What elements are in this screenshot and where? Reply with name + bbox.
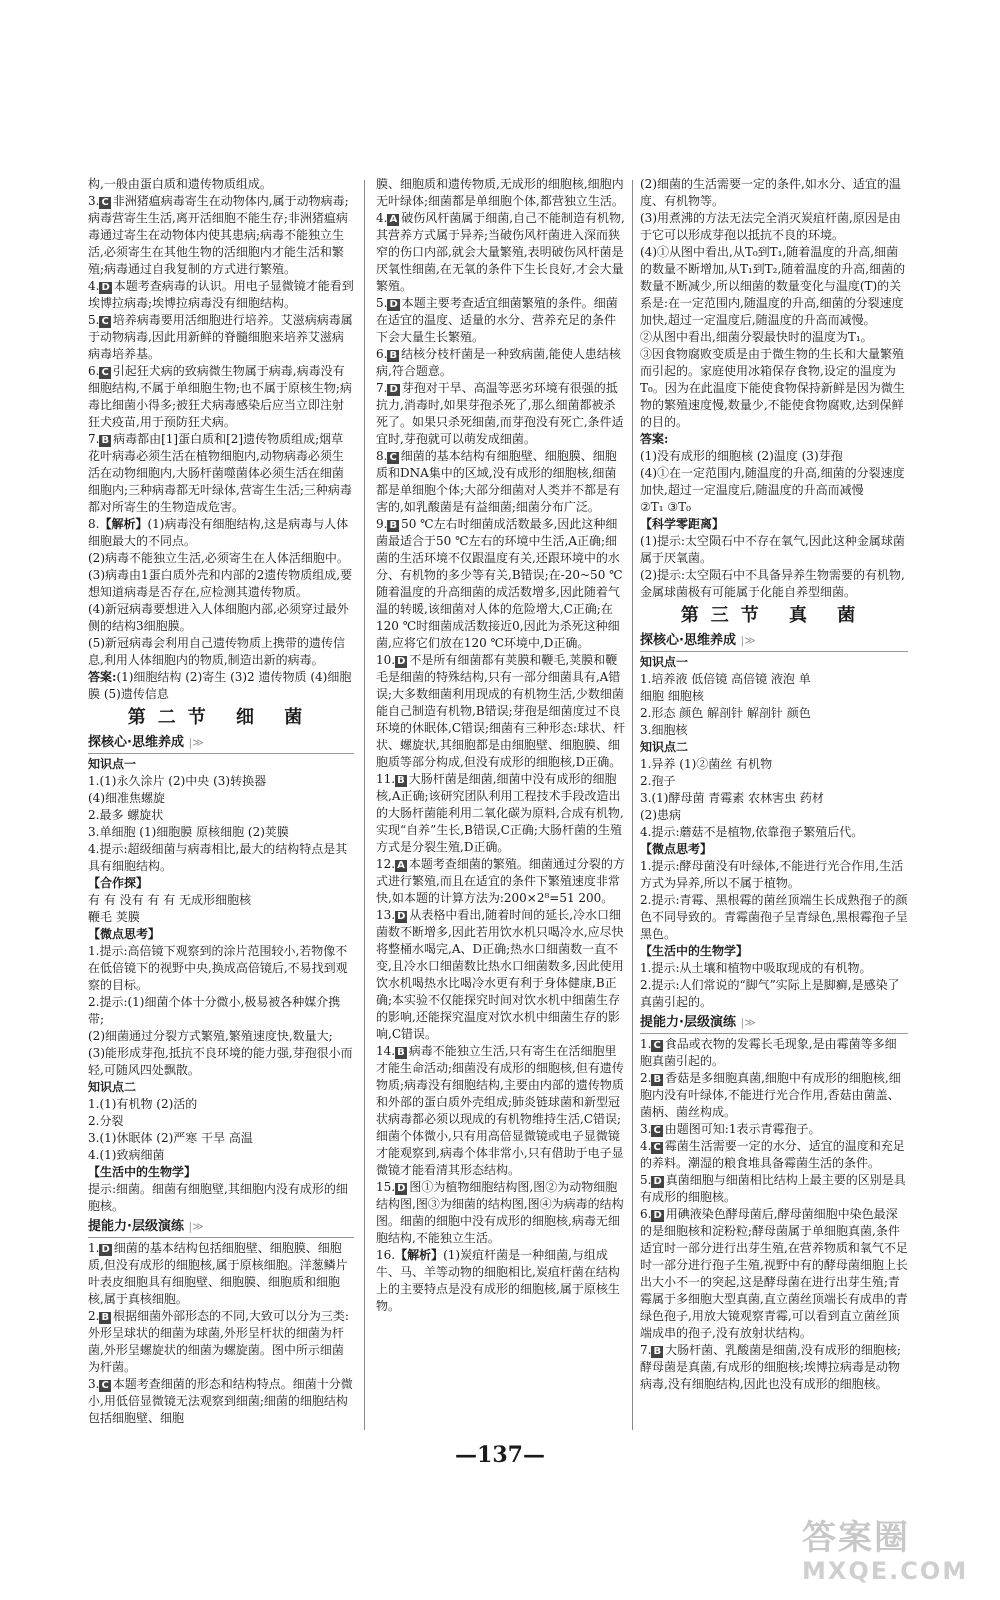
answer-item (376, 771, 626, 856)
answer-item (640, 1036, 908, 1070)
text-line: 3.(1)酵母菌 青霉素 农林害虫 药材 (640, 791, 824, 805)
text-line: 细胞 细胞核 (640, 689, 704, 703)
item-number: 5. (88, 313, 100, 327)
text-line: (2)细菌的生活需要一定的条件,如水分、适宜的温度、有机物等。 (640, 177, 901, 208)
text-line: ③因食物腐败变质是由于微生物的生长和大量繁殖而引起的。家庭使用冰箱保存食物,设定的温度为T₀。因为在此温度下能使食物保持新鲜是因为微生物的繁殖速度慢,数量少,不能使食物腐败,达到保鲜的目的。 (640, 347, 905, 429)
text-line: (3)病毒由1蛋白质外壳和内部的2遗传物质组成,要想知道病毒是否存在,应检测其遗传物质。 (88, 568, 353, 599)
item-number: 6. (640, 1207, 652, 1221)
text-line: 2.最多 螺旋状 (88, 808, 164, 822)
item-number: 4. (88, 279, 100, 293)
item-number: 11. (376, 772, 396, 786)
answer-explanation: 培养病毒要用活细胞进行培养。艾滋病病毒属于动物病毒,因此用新鲜的脊髓细胞来培养艾滋病病毒培养基。 (88, 313, 353, 361)
text-line: (1)炭疽杆菌是一种细菌,与组成牛、马、羊等动物的细胞相比,炭疽杆菌在结构上的主要特点是没有成形的细胞核,属于原核生物。 (376, 1248, 620, 1313)
answer-item (88, 1240, 354, 1308)
text-block (640, 858, 908, 943)
answer-item (376, 1179, 626, 1247)
answer-explanation: 病毒不能独立生活,只有寄生在活细胞里才能生命活动;细菌没有成形的细胞核,但有遗传物质;病毒没有细胞结构,主要由内部的遗传物质和外部的蛋白质外壳组成;肺炎链球菌和新型冠状病毒都必须以现成的有机物维持生活,C错误;细菌个体微小,只有用高倍显微镜或电子显微镜才能观察到,病毒个体非常小,只有借助于电子显微镜才能看清其形态结构。 (376, 1044, 624, 1177)
text-line: 2.孢子 (640, 774, 676, 788)
answer-item (376, 346, 626, 380)
answer-item (88, 312, 354, 363)
answer-explanation: 香菇是多细胞真菌,细胞中有成形的细胞核,细胞内没有叶绿体,不能进行光合作用,香菇由菌盖、菌柄、菌丝构成。 (640, 1071, 901, 1119)
answer-item (88, 363, 354, 431)
text-line: 4.提示:超级细菌与病毒相比,最大的结构特点是其具有细胞结构。 (88, 842, 348, 873)
text-line: 1.提示:酵母菌没有叶绿体,不能进行光合作用,生活方式为异养,所以不属于植物。 (640, 859, 904, 890)
answer-item (640, 1342, 908, 1393)
subheading: 知识点一 (88, 757, 137, 771)
item-number: 7. (376, 381, 388, 395)
answer-item (376, 1043, 626, 1179)
answer-item (376, 907, 626, 1043)
answer-badge: B (101, 1312, 110, 1323)
answer-item (376, 856, 626, 907)
answer-explanation: 由题图可知:1表示青霉孢子。 (664, 1122, 821, 1136)
answer-badge: B (653, 1346, 662, 1357)
answer-badge: C (653, 1040, 661, 1051)
answer-item (376, 295, 626, 346)
section-banner (88, 733, 354, 754)
text-block (640, 756, 908, 841)
item-number: 2. (640, 1071, 652, 1085)
answer-item (640, 1070, 908, 1121)
answer-item (88, 278, 354, 312)
answer-item-16 (376, 1247, 626, 1315)
text-line: (1)提示:太空陨石中不存在氧气,因此这种金属球菌属于厌氧菌。 (640, 534, 905, 565)
analysis-tag: 【解析】 (99, 517, 148, 531)
text-block (640, 533, 908, 601)
answer-badge: C (101, 316, 109, 327)
answer-explanation: 芽孢对干旱、高温等恶劣环境有很强的抵抗力,消毒时,如果芽孢杀死了,那么细菌都被杀死了。如果只杀死细菌,而芽孢没有死亡,条件适宜时,芽孢就可以萌发成细菌。 (376, 381, 624, 446)
answer-list (88, 193, 354, 516)
text-line: (4)①在一定范围内,随温度的升高,细菌的分裂速度加快,超过一定温度后,随温度的升高而减慢 (640, 466, 905, 497)
text-line: 膜、细胞质和遗传物质,无成形的细胞核,细胞内无叶绿体;细菌都是单细胞个体,都营独立生活。 (376, 177, 624, 208)
text-line: 2.形态 颜色 解剖针 解剖针 颜色 (640, 706, 811, 720)
answer-explanation: 引起狂犬病的致病微生物属于病毒,病毒没有细胞结构,不属于单细胞生物;也不属于原核生物;病毒比细菌小得多;被狂犬病毒感染后应当立即注射狂犬疫苗,用于预防狂犬病。 (88, 364, 352, 429)
text-line: (1)病毒没有细胞结构,这是病毒与人体细胞最大的不同点。 (88, 517, 349, 548)
column-middle (376, 176, 626, 1315)
item-number: 14. (376, 1044, 396, 1058)
item-number: 7. (88, 432, 100, 446)
text-line: 1.(1)有机物 (2)活的 (88, 1097, 198, 1111)
answer-item (376, 380, 626, 448)
watermark-logo (802, 1518, 972, 1588)
item-number: 15. (376, 1180, 396, 1194)
text-line: (4)新冠病毒要想进入人体细胞内部,必须穿过最外侧的结构3细胞膜。 (88, 602, 349, 633)
text-line: 1.培养液 低倍镜 高倍镜 液泡 单 (640, 672, 811, 686)
item-number: 10. (376, 653, 396, 667)
text-line: 1.提示:从土壤和植物中吸取现成的有机物。 (640, 961, 872, 975)
answer-badge: C (101, 1380, 109, 1391)
text-block (640, 671, 908, 739)
item-number: 16. (376, 1248, 396, 1262)
answer-item (88, 431, 354, 516)
banner-label: 探核心·思维养成 (88, 735, 184, 750)
answer-badge: D (389, 299, 398, 310)
answer-badge: A (397, 860, 405, 871)
item-number: 2. (88, 1309, 100, 1323)
answer-badge: B (653, 1074, 662, 1085)
answer-explanation: 细菌的基本结构包括细胞壁、细胞膜、细胞质,但没有成形的细胞核,属于原核细胞。洋葱鳞片叶表皮细胞具有细胞壁、细胞膜、细胞质和细胞核,属于真核细胞。 (88, 1241, 348, 1306)
text-line: (4)①从图中看出,从T₀到T₁,随着温度的升高,细菌的数量不断增加,从T₁到T₂,随着温度的升高,细菌的数量不断减少,所以细菌的数量变化与温度(T)的关系是:在一定范围内,随温度的升高,细菌的分裂速度加快,超过一定温度后,随温度的升高而减慢。 (640, 245, 906, 327)
answer-explanation: 本题考查细菌的形态和结构特点。细菌十分微小,用低倍显微镜无法观察到细菌;细菌的细胞结构包括细胞壁、细胞 (88, 1377, 353, 1425)
text-line: 2.提示:(1)细菌个体十分微小,极易被各种媒介携带; (88, 995, 341, 1026)
analysis-tag: 【解析】 (395, 1248, 444, 1262)
banner-label: 探核心·思维养成 (640, 633, 736, 648)
answer-label: 答案: (640, 432, 669, 446)
text-line: (1)没有成形的细胞核 (2)温度 (3)芽孢 (640, 449, 843, 463)
answer-list (88, 1240, 354, 1427)
double-chevron-icon: |≫ (188, 1220, 204, 1233)
answer-badge: D (397, 1183, 406, 1194)
answer-explanation: 食品或衣物的发霉长毛现象,是由霉菌等多细胞真菌引起的。 (640, 1037, 897, 1068)
answer-explanation: 结核分枝杆菌是一种致病菌,能使人患结核病,符合题意。 (376, 347, 621, 378)
subheading: 【微点思考】 (640, 842, 713, 856)
answer-line (640, 431, 908, 448)
column-divider-right (632, 180, 633, 1430)
double-chevron-icon: |≫ (188, 736, 204, 749)
answer-explanation: 用碘液染色酵母菌后,酵母菌细胞中染色最深的是细胞核和淀粉粒;酵母菌属于单细胞真菌,条件适宜时一部分进行出芽生殖,在营养物质和氧气不足时一部分进行孢子生殖,视野中有的酵母菌细胞上长出大小不一的突起,这是酵母菌在进行出芽生殖;青霉属于多细胞大型真菌,直立菌丝顶端长有成串的青绿色孢子,用放大镜观察青霉,可以看到直立菌丝顶端成串的孢子,没有放射状结构。 (640, 1207, 908, 1340)
answer-item (640, 1121, 908, 1138)
item-number: 12. (376, 857, 396, 871)
text-line: (2)患病 (640, 808, 681, 822)
item-number: 4. (640, 1139, 652, 1153)
text-line: 提示:细菌。细菌有细胞壁,其细胞内没有成形的细胞核。 (88, 1182, 348, 1213)
text-line: 1.提示:高倍镜下观察到的涂片范围较小,若物像不在低倍镜下的视野中央,换成高倍镜后,不易找到观察的目标。 (88, 944, 348, 992)
answer-item (376, 516, 626, 652)
item-number: 8. (376, 449, 388, 463)
answer-label: 答案: (88, 670, 117, 684)
double-chevron-icon: |≫ (740, 1016, 756, 1029)
answer-badge: B (389, 520, 398, 531)
section-banner (88, 1217, 354, 1238)
answer-item-8 (88, 516, 354, 550)
text-block (640, 176, 908, 431)
text-line: 1.(1)永久涂片 (2)中央 (3)转换器 (88, 774, 267, 788)
text-line: 有 有 没有 有 有 无成形细胞核 (88, 893, 252, 907)
answer-badge: C (653, 1142, 661, 1153)
text-line: (4)细准焦螺旋 (88, 791, 165, 805)
text-block (640, 448, 908, 516)
column-right (640, 176, 908, 1393)
answer-explanation: 病毒都由[1]蛋白质和[2]遗传物质组成;烟草花叶病毒必须生活在植物细胞内,动物病毒必须生活在动物细胞内,大肠杆菌噬菌体必须生活在细菌细胞内;三种病毒都无叶绿体,营寄生生活;三种病毒都对所寄生的生物造成危害。 (88, 432, 352, 514)
item-number: 6. (88, 364, 100, 378)
answer-badge: D (397, 911, 406, 922)
subheading: 【生活中的生物学】 (88, 1165, 197, 1179)
text-line: 2.提示:人们常说的“脚气”实际上是脚癣,是感染了真菌引起的。 (640, 978, 900, 1009)
answer-explanation: 50 ℃左右时细菌成活数最多,因此这种细菌最适合于50 ℃左右的环境中生活,A正确;细菌的生活环境不仅跟温度有关,还跟环境中的水分、有机物的多少等有关,B错误;在-20~50 ℃随着温度的升高细菌的成活数增多,因此随着气温的转暖,该细菌对人体的危险增大,C正确;在120 ℃时细菌成活数接近0,因此为杀死这种细菌,应将它们放在120 ℃环境中,D正确。 (376, 517, 623, 650)
item-number: 13. (376, 908, 396, 922)
answer-item (88, 193, 354, 278)
answer-explanation: 大肠杆菌是细菌,细菌中没有成形的细胞核,A正确;该研究团队利用工程技术手段改造出的大肠杆菌能利用二氧化碳为原料,合成有机物,实现“自养”生长,B错误,C正确;大肠杆菌的生殖方式是分裂生殖,D正确。 (376, 772, 624, 854)
text-line: (5)新冠病毒会利用自己遗传物质上携带的遗传信息,利用人体细胞内的物质,制造出新的病毒。 (88, 636, 345, 667)
answer-badge: B (101, 435, 110, 446)
answer-badge: D (101, 1244, 110, 1255)
column-left (88, 176, 354, 1427)
answer-badge: B (389, 350, 398, 361)
answer-badge: D (397, 656, 406, 667)
answer-item (640, 1206, 908, 1342)
text-line: 2.分裂 (88, 1114, 124, 1128)
answer-item (376, 448, 626, 516)
answer-explanation: 本题考查细菌的繁殖。细菌通过分裂的方式进行繁殖,而且在适宜的条件下繁殖速度非常快,如本题的计算方法为:200×2⁸=51 200。 (376, 857, 625, 905)
answer-explanation: 根据细菌外部形态的不同,大致可以分为三类:外形呈球状的细菌为球菌,外形呈杆状的细菌为杆菌,外形呈螺旋状的细菌为螺旋菌。图中所示细菌为杆菌。 (88, 1309, 349, 1374)
item-number: 7. (640, 1343, 652, 1357)
item-number: 8. (88, 517, 100, 531)
text-block (88, 892, 354, 926)
answer-explanation: 不是所有细菌都有荚膜和鞭毛,荚膜和鞭毛是细菌的特殊结构,只有一部分细菌具有,A错误;大多数细菌利用现成的有机物生活,少数细菌能自己制造有机物,B错误;芽孢是细菌度过不良环境的休眠体,C错误;细菌有三种形态:球状、杆状、螺旋状,其细胞都是由细胞壁、细胞膜、细胞质等部分构成,但没有成形的细胞核,D正确。 (376, 653, 626, 769)
answer-item (88, 1308, 354, 1376)
answer-badge: D (389, 384, 398, 395)
text-line: 鞭毛 荚膜 (88, 910, 140, 924)
answer-badge: C (101, 197, 109, 208)
item-number: 5. (640, 1173, 652, 1187)
text-block (640, 960, 908, 1011)
subheading: 知识点二 (640, 740, 689, 754)
answer-item (376, 210, 626, 295)
subheading: 【微点思考】 (88, 927, 161, 941)
answer-explanation: 本题考查病毒的认识。用电子显微镜才能看到埃博拉病毒;埃博拉病毒没有细胞结构。 (88, 279, 354, 310)
text-line: 4.提示:蘑菇不是植物,依靠孢子繁殖后代。 (640, 825, 864, 839)
answer-explanation: 从表格中看出,随着时间的延长,冷水口细菌数不断增多,因此若用饮水机只喝冷水,应尽快将整桶水喝完,A、D正确;热水口细菌数一直不变,且冷水口细菌数比热水口细菌数多,因此使用饮水机喝热水比喝冷水更有利于身体健康,B正确;本实验不仅能探究时间对饮水机中细菌生存的影响,还能探究温度对饮水机中细菌生存的影响,C错误。 (376, 908, 624, 1041)
answer-badge: B (397, 1047, 405, 1058)
item-number: 1. (88, 1241, 100, 1255)
watermark-en: MXQE.COM (802, 1557, 969, 1585)
text-line: ②T₁ ③T₀ (640, 500, 691, 514)
text-line: 3.细胞核 (640, 723, 688, 737)
text-line: 3.(1)休眠体 (2)严寒 干旱 高温 (88, 1131, 253, 1145)
banner-label: 提能力·层级演练 (88, 1219, 184, 1234)
text-line: 1.异养 (1)②菌丝 有机物 (640, 757, 773, 771)
subheading: 【科学零距离】 (640, 517, 725, 531)
item-number: 3. (640, 1122, 652, 1136)
text-block (88, 773, 354, 875)
answer-badge: B (397, 775, 405, 786)
page-number: —137— (455, 1442, 545, 1468)
text-line: (2)提示:太空陨石中不具备异养生物需要的有机物,金属球菌极有可能属于化能自养型细菌。 (640, 568, 905, 599)
item-number: 3. (88, 194, 100, 208)
answer-list (376, 210, 626, 1247)
answer-badge: C (101, 367, 109, 378)
text-line: 3.单细胞 (1)细胞膜 原核细胞 (2)荚膜 (88, 825, 289, 839)
section-banner (640, 631, 908, 652)
answer-badge: A (389, 214, 398, 225)
answer-badge: C (389, 452, 397, 463)
answer-explanation: 破伤风杆菌属于细菌,自己不能制造有机物,其营养方式属于异养;当破伤风杆菌进入深而狭窄的伤口内部,就会大量繁殖,表明破伤风杆菌是厌氧性细菌,在无氧的条件下生长良好,才会大量繁殖。 (376, 211, 625, 293)
text-block (88, 943, 354, 1079)
text-line: (3)能形成芽孢,抵抗不良环境的能力强,芽孢很小而轻,可随风四处飘散。 (88, 1046, 353, 1077)
column-divider-left (364, 180, 365, 1430)
text-line: (3)用煮沸的方法无法完全消灭炭疽杆菌,原因是由于它可以形成芽孢以抵抗不良的环境。 (640, 211, 901, 242)
answer-badge: D (653, 1176, 662, 1187)
text-line: (2)细菌通过分裂方式繁殖,繁殖速度快,数量大; (88, 1029, 333, 1043)
answer-badge: D (653, 1210, 662, 1221)
text-line: ②从图中看出,细菌分裂最快时的温度为T₁。 (640, 330, 873, 344)
answer-badge: D (101, 282, 110, 293)
subheading: 知识点一 (640, 655, 689, 669)
item-number: 1. (640, 1037, 652, 1051)
answer-item (640, 1172, 908, 1206)
item-number: 3. (88, 1377, 100, 1391)
text-block (88, 1096, 354, 1164)
item-number: 9. (376, 517, 388, 531)
item-number: 6. (376, 347, 388, 361)
text-line: 2.提示:青霉、黑根霉的菌丝顶端生长成熟孢子的颜色不同导致的。青霉菌孢子呈青绿色,黑根霉孢子呈黑色。 (640, 893, 908, 941)
answer-explanation: 本题主要考查适宜细菌繁殖的条件。细菌在适宜的温度、适量的水分、营养充足的条件下会大量生长繁殖。 (376, 296, 618, 344)
subheading: 【合作探】 (88, 876, 149, 890)
answer-line (88, 669, 354, 703)
answer-explanation: 真菌细胞与细菌相比结构上最主要的区别是具有成形的细胞核。 (640, 1173, 906, 1204)
answer-list (640, 1036, 908, 1393)
section-banner (640, 1013, 908, 1034)
answer-item (88, 1376, 354, 1427)
answer-explanation: 霉菌生活需要一定的水分、适宜的温度和充足的养料。潮湿的粮食堆具备霉菌生活的条件。 (640, 1139, 905, 1170)
double-chevron-icon: |≫ (740, 634, 756, 647)
answer-item (640, 1138, 908, 1172)
answer-explanation: 非洲猪瘟病毒寄生在动物体内,属于动物病毒;病毒营寄生生活,离开活细胞不能生存;非洲猪瘟病毒通过寄生在动物体内使其患病;病毒不能独立生活,必须寄生在其他生物的活细胞内才能生活和繁殖;病毒通过自我复制的方式进行繁殖。 (88, 194, 349, 276)
text-line: 4.(1)致病细菌 (88, 1148, 165, 1162)
section-title: 第二节 细 菌 (127, 707, 315, 728)
answer-explanation: 大肠杆菌、乳酸菌是细菌,没有成形的细胞核;酵母菌是真菌,有成形的细胞核;埃博拉病毒是动物病毒,没有细胞结构,因此也没有成形的细胞核。 (640, 1343, 901, 1391)
item-number: 5. (376, 296, 388, 310)
subheading: 【生活中的生物学】 (640, 944, 749, 958)
watermark-cn: 答案圈 (802, 1518, 910, 1558)
section-title: 第三节 真 菌 (680, 605, 868, 626)
answer-text: (1)细胞结构 (2)寄生 (3)2 遗传物质 (4)细胞膜 (5)遗传信息 (88, 670, 352, 701)
subheading: 知识点二 (88, 1080, 137, 1094)
text-line: 构,一般由蛋白质和遗传物质组成。 (88, 177, 272, 191)
item-number: 4. (376, 211, 388, 225)
answer-explanation: 细菌的基本结构有细胞壁、细胞膜、细胞质和DNA集中的区域,没有成形的细胞核,细菌都是单细胞个体;大部分细菌对人类并不都是有害的,如乳酸菌是有益细菌;细菌分布广泛。 (376, 449, 621, 514)
banner-label: 提能力·层级演练 (640, 1015, 736, 1030)
answer-badge: C (653, 1125, 661, 1136)
answer-item (376, 652, 626, 771)
answer-explanation: 图①为植物细胞结构图,图②为动物细胞结构图,图③为细菌的结构图,图④为病毒的结构图。细菌的细胞中没有成形的细胞核,病毒无细胞结构,不能独立生活。 (376, 1180, 624, 1245)
text-line: (2)病毒不能独立生活,必须寄生在人体活细胞中。 (88, 551, 349, 565)
